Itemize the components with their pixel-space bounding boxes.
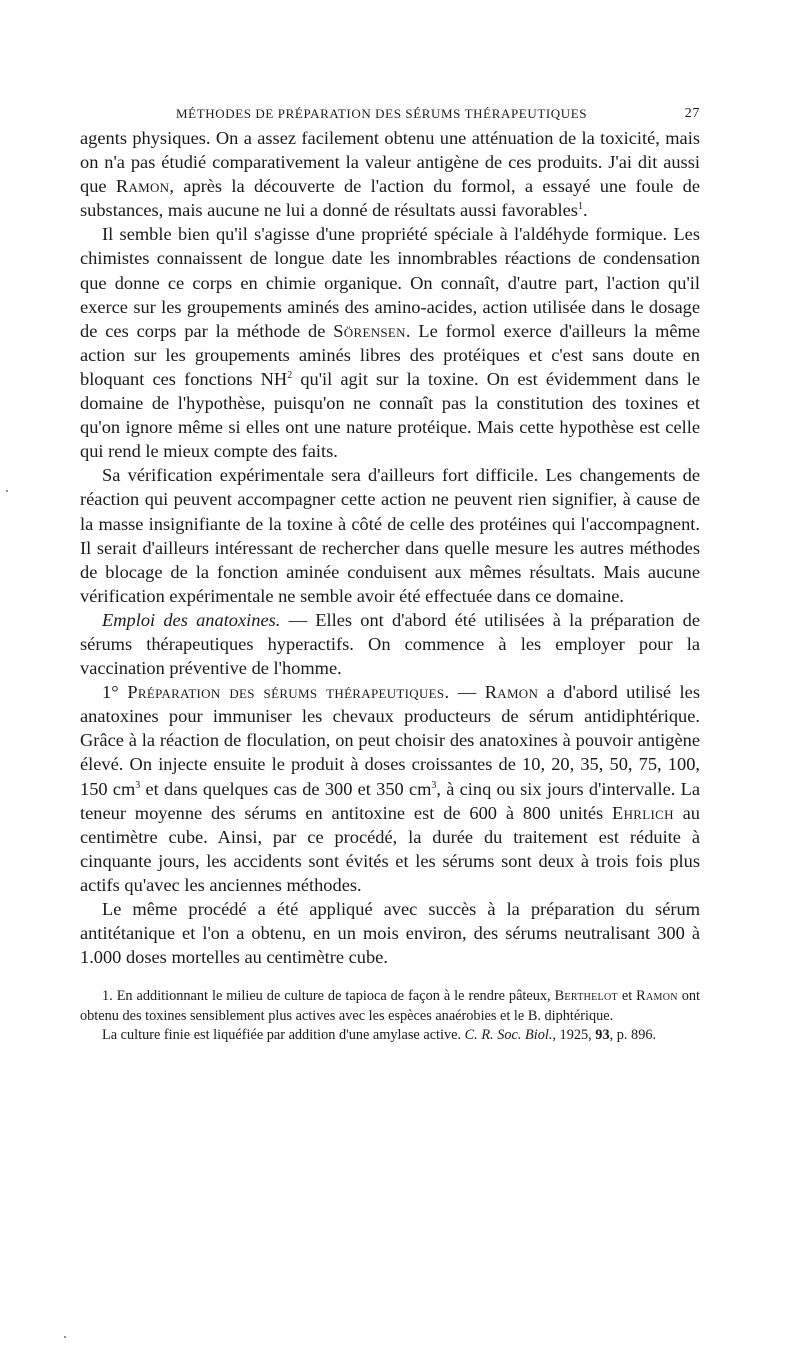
journal-title: C. R. Soc. Biol. [464, 1027, 553, 1044]
running-title: MÉTHODES DE PRÉPARATION DES SÉRUMS THÉRAPEUTIQUES [176, 106, 588, 121]
text-run: Il semble bien qu'il s'agisse d'une propriété spéciale à l'aldéhyde formique. Les chimistes connaissent de longue date les innombrables réactions de condensation que donne ce corps en chimie organique. On connaît, d'autre part, l'action qu'il exerce sur les groupements aminés des amino-acides, action utilisée dans le dosage de ces corps par la méthode de [80, 224, 700, 341]
document-page [80, 100, 700, 1046]
main-text [80, 126, 700, 969]
paragraph [80, 680, 700, 897]
text-run: — Elles ont d'abord été utilisées à la préparation de sérums thérapeutiques hyperactifs. On commence à les employer pour la vaccination préventive de l'homme. [80, 609, 700, 679]
text-run: et dans quelques cas de 300 et 350 cm [140, 778, 432, 799]
author-name: Sörensen [333, 320, 406, 341]
paragraph: Sa vérification expérimentale sera d'ailleurs fort difficile. Les changements de réaction qui peuvent accompagner cette action ne peuvent rien signifier, à cause de la masse insignifiante de la toxine à côté de celle des protéines qui l'accompagnent. Il serait d'ailleurs intéressant de rechercher dans quelle mesure les autres méthodes de blocage de la fonction aminée conduisent aux mêmes résultats. Mais aucune vérification expérimentale ne semble avoir été effectuée dans ce domaine. [80, 465, 700, 606]
text-run: . Le formol exerce d'ailleurs la même action sur les groupements aminés libres des protéiques et c'est sans doute en bloquant ces fonctions NH [80, 320, 701, 389]
paragraph [80, 608, 700, 680]
text-run: , après la découverte de l'action du formol, a essayé une foule de substances, mais aucune ne lui a donné de résultats aussi favorables [80, 176, 701, 221]
text-run: , 1925, [552, 1027, 596, 1044]
page-number: 27 [684, 106, 700, 121]
text-run: qu'il agit sur la toxine. On est évidemment dans le domaine de l'hypothèse, puisqu'on ne connaît pas la constitution des toxines et qu'on ignore même si elles ont une nature protéique. Mais cette hypothèse est celle qui rend le mieux compte des faits. [80, 368, 700, 462]
volume-number: 93 [595, 1027, 610, 1044]
section-heading: Emploi des anatoxines. [102, 609, 281, 630]
footnotes [80, 987, 700, 1046]
author-name: Ehrlich [612, 802, 674, 823]
footnote-ref: 1 [577, 201, 583, 213]
text-run: et [617, 988, 637, 1005]
scan-speck [64, 1336, 66, 1338]
author-name: Ramon [484, 682, 539, 703]
text-run: . [582, 200, 588, 221]
text-run: , à cinq ou six jours d'intervalle. La teneur moyenne des sérums en antitoxine est de 600 à 800 unités [80, 778, 700, 823]
footnote [80, 987, 700, 1026]
text-run: au centimètre cube. Ainsi, par ce procédé, la durée du traitement est réduite à cinquante jours, les accidents sont évités et les sérums sont deux à trois fois plus actifs qu'avec les anciennes méthodes. [80, 802, 700, 895]
paragraph [80, 126, 700, 222]
author-name: Berthelot [554, 988, 618, 1005]
exponent: 3 [431, 779, 437, 791]
text-run: a d'abord utilisé les anatoxines pour immuniser les chevaux producteurs de sérum antidiphtérique. Grâce à la réaction de floculation, on peut choisir des anatoxines à pouvoir antigène élevé. On injecte ensuite le produit à doses croissantes de 10, 20, 35, 50, 75, 100, 150 cm [80, 682, 700, 799]
text-run: agents physiques. On a assez facilement obtenu une atténuation de la toxicité, mais on n'a pas étudié comparativement la valeur antigène de ces produits. J'ai dit aussi que [80, 128, 700, 197]
text-run: La culture finie est liquéfiée par addition d'une amylase active. [102, 1027, 465, 1044]
footnote [80, 1026, 700, 1046]
scan-speck [6, 490, 8, 492]
text-run: — [449, 682, 485, 703]
text-run: ont obtenu des toxines sensiblement plus actives avec les espèces anaérobies et le B. diphtérique. [80, 988, 700, 1024]
author-name: Ramon [636, 988, 678, 1005]
paragraph: Le même procédé a été appliqué avec succès à la préparation du sérum antitétanique et l'on a obtenu, en un mois environ, des sérums neutralisant 300 à 1.000 doses mortelles au centimètre cube. [80, 899, 700, 968]
paragraph [80, 222, 700, 463]
section-heading: Préparation des sérums thérapeutiques. [118, 682, 450, 703]
text-run: 1. En additionnant le milieu de culture de tapioca de façon à le rendre pâteux, [102, 988, 555, 1005]
exponent: 3 [135, 779, 141, 791]
subscript-number: 2 [287, 369, 293, 381]
section-number: 1° [102, 682, 119, 703]
author-name: Ramon [115, 176, 170, 197]
running-header [80, 100, 700, 120]
text-run: , p. 896. [609, 1027, 657, 1044]
